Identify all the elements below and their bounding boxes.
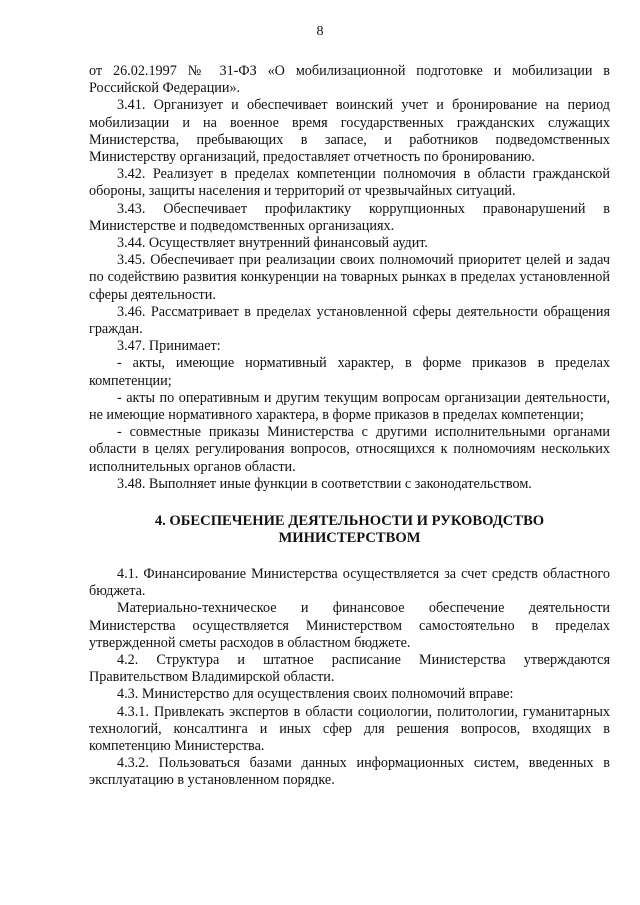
paragraph: 4.3.2. Пользоваться базами данных информационных систем, введенных в эксплуатацию в установленном порядке. [89,755,610,789]
paragraph: 3.48. Выполняет иные функции в соответствии с законодательством. [117,475,532,492]
paragraph: 3.42. Реализует в пределах компетенции полномочия в области гражданской обороны, защиты населения и территорий от чрезвычайных ситуаций. [89,166,610,200]
paragraph: 4.3.1. Привлекать экспертов в области социологии, политологии, гуманитарных технологий, консалтинга и иных сфер для решения вопросов, входящих в компетенцию Министерства. [89,703,610,754]
paragraph: 3.45. Обеспечивает при реализации своих полномочий приоритет целей и задач по содействию развития конкуренции на товарных рынках в пределах установленной сферы деятельности. [89,252,610,303]
paragraph: 3.43. Обеспечивает профилактику коррупционных правонарушений в Министерстве и подведомственных организациях. [89,200,610,234]
section-4-heading-line1: 4. ОБЕСПЕЧЕНИЕ ДЕЯТЕЛЬНОСТИ И РУКОВОДСТВО [154,513,545,530]
paragraph: - акты, имеющие нормативный характер, в форме приказов в пределах компетенции; [89,355,610,389]
section-3-clauses [89,63,610,493]
paragraph: 3.47. Принимает: [117,338,221,355]
paragraph: 3.44. Осуществляет внутренний финансовый аудит. [117,235,428,252]
page-number: 8 [316,24,324,39]
section-4-heading [89,513,610,548]
paragraph: - акты по оперативным и другим текущим вопросам организации деятельности, не имеющие нормативного характера, в форме приказов в пределах компетенции; [89,389,610,424]
section-4-heading-line2: МИНИСТЕРСТВОМ [278,530,421,547]
paragraph: 4.2. Структура и штатное расписание Министерства утверждаются Правительством Владимирской области. [89,651,610,686]
paragraph: - совместные приказы Министерства с другими исполнительными органами области в целях регулирования вопросов, относящихся к полномочиям нескольких исполнительных органов области. [89,424,610,475]
section-4-clauses [89,566,610,790]
paragraph: 4.3. Министерство для осуществления своих полномочий вправе: [117,686,514,703]
paragraph: 3.46. Рассматривает в пределах установленной сферы деятельности обращения граждан. [89,303,610,338]
paragraph: от 26.02.1997 № 31-ФЗ «О мобилизационной подготовке и мобилизации в Российской Федерации». [89,63,610,97]
paragraph: 4.1. Финансирование Министерства осуществляется за счет средств областного бюджета. [89,565,610,600]
paragraph: Материально-техническое и финансовое обеспечение деятельности Министерства осуществляется Министерством самостоятельно в пределах утвержденной сметы расходов в областном бюджете. [89,600,610,651]
document-body [89,63,610,790]
paragraph: 3.41. Организует и обеспечивает воинский учет и бронирование на период мобилизации и на военное время государственных гражданских служащих Министерства, пребывающих в запасе, и работников подведомственных Министерству организаций, предоставляет отчетность по бронированию. [89,97,610,166]
